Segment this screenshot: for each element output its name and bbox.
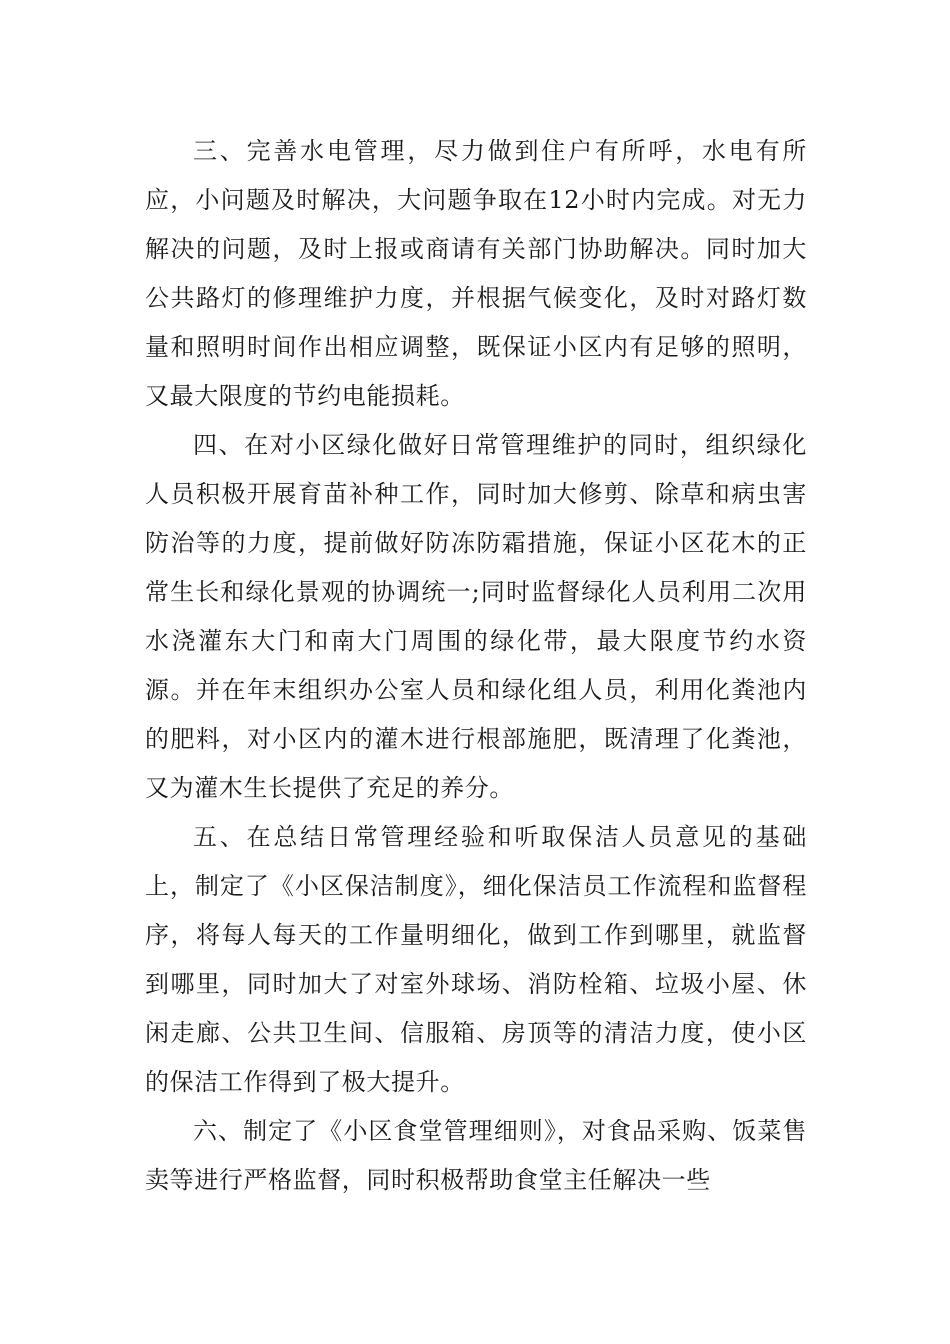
paragraph-utilities: 三、完善水电管理，尽力做到住户有所呼，水电有所应，小问题及时解决，大问题争取在12小时内完成。对无力解决的问题，及时上报或商请有关部门协助解决。同时加大公共路灯的修理维护力度，并根据气候变化，及时对路灯数量和照明时间作出相应调整，既保证小区内有足够的照明，又最大限度的节约电能损耗。: [145, 137, 807, 410]
paragraph-canteen: 六、制定了《小区食堂管理细则》，对食品采购、饭菜售卖等进行严格监督，同时积极帮助食堂主任解决一些: [145, 1117, 807, 1194]
paragraph-cleaning: 五、在总结日常管理经验和听取保洁人员意见的基础上，制定了《小区保洁制度》，细化保洁员工作流程和监督程序，将每人每天的工作量明细化，做到工作到哪里，就监督到哪里，同时加大了对室外球场、消防栓箱、垃圾小屋、休闲走廊、公共卫生间、信服箱、房顶等的清洁力度，使小区的保洁工作得到了极大提升。: [145, 823, 807, 1096]
paragraph-greening: 四、在对小区绿化做好日常管理维护的同时，组织绿化人员积极开展育苗补种工作，同时加大修剪、除草和病虫害防治等的力度，提前做好防冻防霜措施，保证小区花木的正常生长和绿化景观的协调统一;同时监督绿化人员利用二次用水浇灌东大门和南大门周围的绿化带，最大限度节约水资源。并在年末组织办公室人员和绿化组人员，利用化粪池内的肥料，对小区内的灌木进行根部施肥，既清理了化粪池，又为灌木生长提供了充足的养分。: [145, 431, 807, 802]
document-body: [145, 127, 807, 1205]
